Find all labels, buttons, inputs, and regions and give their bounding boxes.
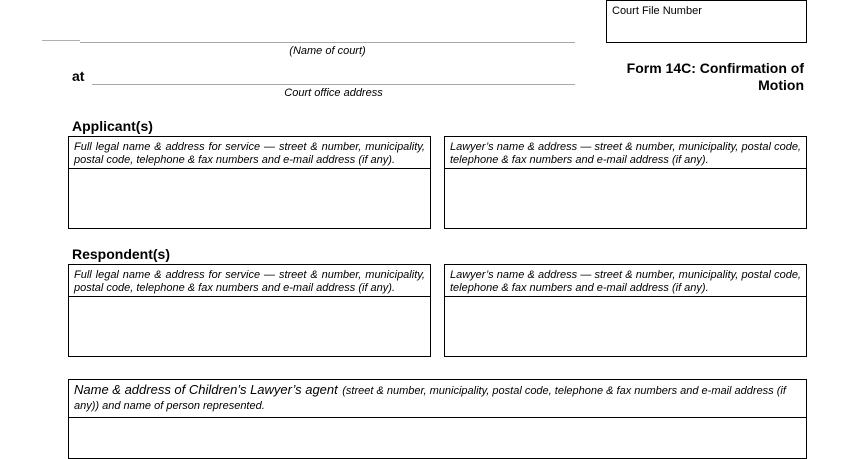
respondent-lawyer-box[interactable] — [444, 264, 807, 357]
applicant-lawyer-header: Lawyer’s name & address — street & number, municipality, postal code, telephone & fax numbers and e-mail address (if any). — [445, 137, 806, 169]
respondents-heading: Respondent(s) — [72, 246, 170, 262]
childrens-lawyer-details: (street & number, municipality, postal code, telephone & fax numbers and e-mail address (if any)) and name of person represented. — [74, 385, 786, 412]
form-title-line1: Form 14C: Confirmation of — [626, 60, 804, 76]
respondent-party-header: Full legal name & address for service — street & number, municipality, postal code, telephone & fax numbers and e-mail address (if any). — [69, 265, 430, 297]
applicant-lawyer-box[interactable] — [444, 136, 807, 229]
applicant-party-header: Full legal name & address for service — street & number, municipality, postal code, telephone & fax numbers and e-mail address (if any). — [69, 137, 430, 169]
court-file-number-label: Court File Number — [612, 5, 702, 17]
childrens-lawyer-header — [69, 380, 806, 418]
applicant-party-box[interactable] — [68, 136, 431, 229]
court-name-short-mark — [42, 40, 80, 41]
court-address-label: Court office address — [284, 87, 383, 99]
court-name-label: (Name of court) — [289, 45, 366, 57]
court-name-field[interactable] — [80, 42, 575, 43]
form-title-line2: Motion — [758, 77, 804, 93]
form-title — [580, 60, 804, 94]
childrens-lawyer-title: Name & address of Children’s Lawyer’s agent — [74, 382, 338, 397]
court-address-prefix: at — [72, 68, 85, 84]
respondent-party-box[interactable] — [68, 264, 431, 357]
court-address-field[interactable] — [92, 84, 575, 85]
court-file-number-field[interactable] — [606, 0, 807, 43]
applicants-heading: Applicant(s) — [72, 118, 153, 134]
respondent-lawyer-header: Lawyer’s name & address — street & number, municipality, postal code, telephone & fax numbers and e-mail address (if any). — [445, 265, 806, 297]
childrens-lawyer-box[interactable] — [68, 379, 807, 459]
